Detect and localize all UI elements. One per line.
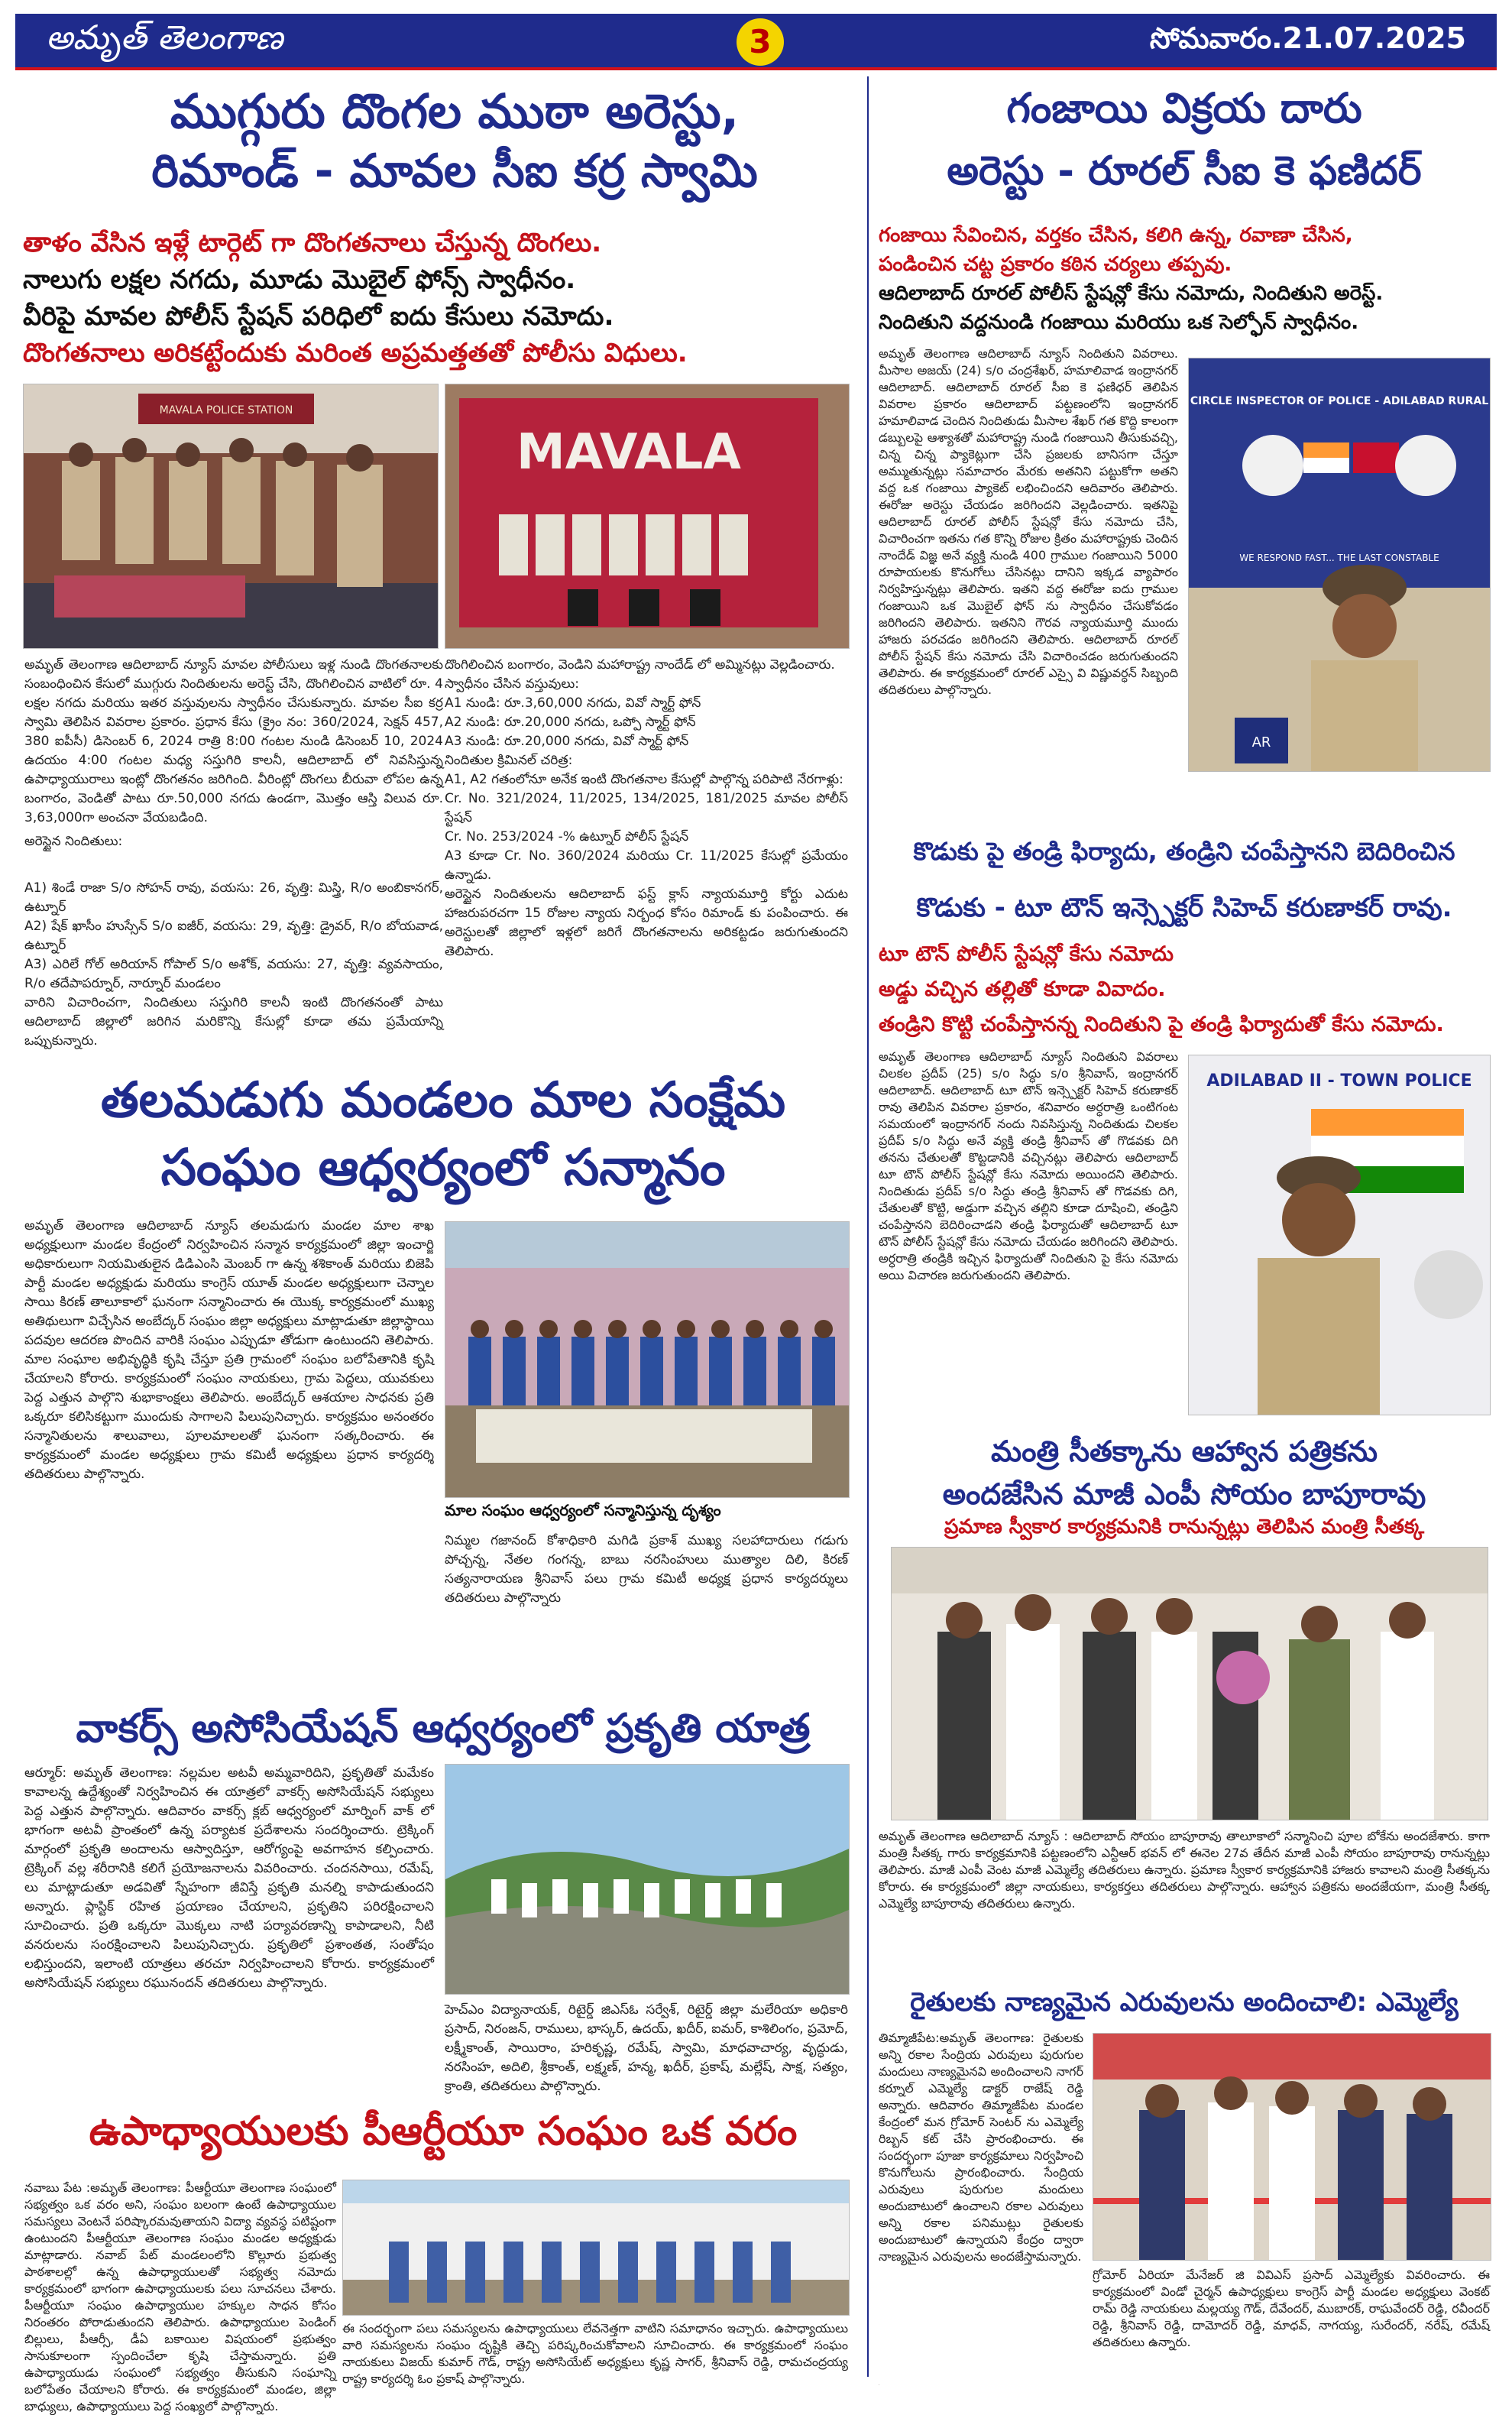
story4-photo-group — [445, 1221, 850, 1498]
story6-photo-meeting — [891, 1547, 1488, 1820]
story3-headline-1: కొడుకు పై తండ్రి ఫిర్యాదు, తండ్రిని చంపేస్తానని బెదిరించిన — [913, 837, 1455, 866]
story3-subhead-1: టూ టౌన్ పోలీస్ స్టేషన్లో కేసు నమోదు — [879, 942, 1174, 966]
story1-seized-3: A3 నుండి: రూ.20,000 నగదు, వివో స్మార్ట్ ఫోన్ — [445, 734, 689, 749]
page-number: 3 — [737, 18, 784, 66]
story1-photo-seized-cash — [445, 384, 850, 649]
story1-accused-heading: అరెస్టైన నిందితులు: — [24, 834, 123, 849]
story1-headline-2: రిమాండ్ - మావల సీఐ కర్ర స్వామి — [151, 144, 758, 198]
story4-headline-1: తలమడుగు మండలం మాల సంక్షేమ — [100, 1072, 786, 1129]
story1-column-1-end: వారిని విచారించగా, నిందితులు సస్తుగిరి కాలనీ ఇంటి దొంగతనంతో పాటు ఆదిలాబాద్ జిల్లాలో జరిగిన మరికొన్ని కేసుల్లో కూడా తమ ప్రమేయాన్ని ఒప్పుకున్నారు. — [24, 995, 443, 1049]
story6-headline-2: అందజేసిన మాజీ ఎంపీ సోయం బాపూరావు — [942, 1477, 1426, 1511]
story1-photo-police-station — [23, 384, 439, 649]
story1-column-2 — [445, 656, 848, 1059]
story5-photo-trek — [445, 1764, 850, 1995]
story2-subhead-3: ఆదిలాబాద్ రూరల్ పోలీస్ స్టేషన్లో కేసు నమోదు, నిందితుని అరెస్ట్. — [879, 282, 1384, 305]
story3-subhead-2: అడ్డు వచ్చిన తల్లితో కూడా వివాదం. — [879, 977, 1166, 1001]
story4-headline-2: సంఘం ఆధ్వర్యంలో సన్మానం — [160, 1138, 726, 1197]
story5-body-2: హెచ్ఎం విద్యానాయక్, రిటైర్డ్ జిఎస్ఓ సర్వేశ్, రిటైర్డ్ జిల్లా మలేరియా అధికారి ప్రసాద్, నిరంజన్, రాములు, భాస్కర్, ఉదయ్, ఖదీర్, ఐమర్, కాశిలింగం, ప్రమోద్, లక్ష్మీకాంత్, సాయిరాం, హరికృష్ణ, రమేష్, స్వామి, మాధవాచార్య, వృద్ధుడు, నరసింహ, అదిలి, శ్రీకాంత్, లక్ష్మణ్, హన్మ, ఖదీర్, ప్రకాష్, మల్లేష్, సాక్ష, సత్యం, క్రాంతి, తదితరులు పాల్గొన్నారు. — [445, 2002, 848, 2094]
story1-case-3: A3 కూడా Cr. No. 360/2024 మరియు Cr. 11/2025 కేసుల్లో ప్రమేయం ఉన్నాడు. — [445, 848, 848, 883]
story1-history-heading: నిందితుల క్రిమినల్ చరిత్ర: — [445, 753, 573, 768]
story6-subhead: ప్రమాణ స్వీకార కార్యక్రమనికి రానున్నట్లు తెలిపిన మంత్రి సీతక్క — [944, 1515, 1425, 1538]
ci-motto: WE RESPOND FAST... THE LAST CONSTABLE — [1239, 553, 1439, 563]
story3-body: అమృత్ తెలంగాణ ఆదిలాబాద్ న్యూస్ నిందితుని వివరాలు చిలకల ప్రదీప్ (25) s/o సిద్ధు s/o శ్రీనివాస్, ఇంద్రానగర్ ఆదిలాబాద్. ఆదిలాబాద్ టూ టౌన్ ఇన్స్పెక్టర్ సిహెచ్ కరుణాకర్ రావు తెలిపిన వివరాల ప్రకారం, శనివారం అర్ధరాత్రి ఒంటిగంట సమయంలో ఇంద్రానగర్ నందు నివసిస్తున్న నిందితుడు చిలకల ప్రదీప్ s/o సిద్ధు అనే వ్యక్తి తండ్రి శ్రీనివాస్ తో గొడవకు దిగి తనను చేతులతో కొట్టడానికి వచ్చినట్లు తెలిపారు ఆదిలాబాద్ టూ టౌన్ పోలీస్ స్టేషన్లో కేసు నమోదు అయిందని తెలిపారు. నిందితుడు ప్రదీప్ s/o సిద్ధు తండ్రి శ్రీనివాస్ తో గొడవకు దిగి, చేతులతో కొట్టి, అడ్డుగా వచ్చిన తల్లిని కూడా దూషించి, తండ్రిని చంపేస్తానని బెదిరించాడని తండ్రి ఫిర్యాదుతో ఆదిలాబాద్ టూ టౌన్ పోలీస్ స్టేషన్లో కేసు నమోదు చేయడం జరిగిందని తెలిపారు. అర్ధరాత్రి తండ్రికి ఇచ్చిన ఫిర్యాదుతో నిందితుని పై కేసు నమోదు అయి విచారణ జరుగుతుందని తెలిపారు. — [879, 1049, 1178, 1282]
story8-headline: రైతులకు నాణ్యమైన ఎరువులను అందించాలి: ఎమ్మెల్యే — [910, 1987, 1459, 2018]
story2-subhead-1: గంజాయి సేవించిన, వర్తకం చేసిన, కలిగి ఉన్న, రవాణా చేసిన, — [879, 224, 1353, 247]
station-sign-text: MAVALA POLICE STATION — [159, 404, 293, 417]
story1-accused-list — [24, 879, 443, 1059]
masthead — [15, 14, 1497, 70]
story1-subhead-4: దొంగతనాలు అరికట్టేందుకు మరింత అప్రమత్తతతో పోలీసు విధులు. — [23, 338, 688, 368]
story4-body-2: నిమ్మల గజానంద్ కోశాధికారి మగిడి ప్రకాశ్ ముఖ్య సలహాదారులు గడుగు పోచ్చన్న, నేతల గంగన్న, బాబు నరసింహులు ముత్యాల దిలి, కిరణ్ సత్యనారాయణ శ్రీనివాస్ పలు గ్రామ కమిటీ అధ్యక్ష ప్రధాన కార్యదర్శులు తదితరులు పాల్గొన్నారు — [445, 1533, 848, 1606]
ci-office-sign: CIRCLE INSPECTOR OF POLICE - ADILABAD RURAL — [1190, 395, 1489, 407]
story1-seized-heading: స్వాధీనం చేసిన వస్తువులు: — [445, 676, 579, 692]
story6-headline-1: మంత్రి సీతక్కాను ఆహ్వాన పత్రికను — [990, 1434, 1378, 1468]
story1-col2-end: అరెస్టైన నిందితులను ఆదిలాబాద్ ఫస్ట్ క్లాస్ న్యాయమూర్తి కోర్టు ఎదుట హాజరుపరచగా 15 రోజుల న్యాయ నిర్బంధ కోసం రిమాండ్ కు పంపించారు. ఈ అరెస్టులతో జిల్లాలో ఇళ్లలో జరిగే దొంగతనాలను అరికట్టడం జరుగుతుందని తెలిపారు. — [445, 887, 848, 959]
story3-subhead-3: తండ్రిని కొట్టి చంపేస్తానన్న నిందితుని పై తండ్రి ఫిర్యాదుతో కేసు నమోదు. — [879, 1013, 1444, 1036]
story2-headline-2: అరెస్టు - రూరల్ సీఐ కె ఫణిదర్ — [947, 148, 1422, 194]
paper-name: అమృత్ తెలంగాణ — [46, 18, 283, 57]
story1-headline-1: ముగ్గురు దొంగల ముఠా అరెస్టు, — [170, 83, 740, 139]
twotown-sign: ADILABAD II - TOWN POLICE — [1206, 1071, 1472, 1091]
story1-subhead-1: తాళం వేసిన ఇళ్లే టార్గెట్ గా దొంగతనాలు చేస్తున్న దొంగలు. — [23, 228, 602, 258]
story1-seized-2: A2 నుండి: రూ.20,000 నగదు, ఒప్పో స్మార్ట్ ఫోన్ — [445, 715, 696, 730]
story5-body: ఆర్మూర్: అమృత్ తెలంగాణ: నల్లమల అటవీ అమ్మవారిదిని, ప్రకృతితో మమేకం కావాలన్న ఉద్దేశ్యంతో నిర్వహించిన ఈ యాత్రలో వాకర్స్ అసోసియేషన్ సభ్యులు పెద్ద ఎత్తున పాల్గొన్నారు. ఆదివారం వాకర్స్ క్లబ్ ఆధ్వర్యంలో మార్నింగ్ వాక్ లో భాగంగా అటవీ ప్రాంతంలో ఉన్న పర్యాటక ప్రదేశాలను సందర్శించారు. ట్రెక్కింగ్ మార్గంలో ప్రకృతి అందాలను ఆస్వాదిస్తూ, ఆరోగ్యంపై అవగాహన కల్పించారు. ట్రెక్కింగ్ వల్ల శరీరానికి కలిగే ప్రయోజనాలను వివరించారు. చందనసాయి, రమేష్, లు మాట్లాడుతూ అడవితో స్నేహంగా జీవిస్తే ప్రకృతి మనల్ని కాపాడుతుందని అన్నారు. ప్లాస్టిక్ రహిత ప్రయాణం చేయాలని, ప్రకృతిని పరిరక్షించాలని సూచించారు. ప్రతి ఒక్కరూ మొక్కలు నాటి పర్యావరణాన్ని కాపాడాలని, నీటి వనరులను సంరక్షించాలని పిలుపునిచ్చారు. ప్రకృతిలో ప్రశాంతత, సంతోషం లభిస్తుందని, ఇలాంటి యాత్రలు తరచూ నిర్వహించాలని కోరారు. కార్యక్రమంలో అసోసియేషన్ సభ్యులు రఘునందన్ తదితరులు పాల్గొన్నారు. — [24, 1765, 434, 1991]
story1-subhead-3: వీరిపై మావల పోలీస్ స్టేషన్ పరిధిలో ఐదు కేసులు నమోదు. — [23, 301, 614, 332]
ci-nameplate: AR — [1251, 734, 1271, 750]
story2-photo-rural-ci — [1188, 358, 1491, 772]
column-divider — [867, 76, 869, 2377]
story2-subhead-2: పండించిన చట్ట ప్రకారం కఠిన చర్యలు తప్పవు. — [879, 253, 1232, 276]
story3-headline-2: కొడుకు - టూ టౌన్ ఇన్స్పెక్టర్ సిహెచ్ కరుణాకర్ రావు. — [916, 893, 1452, 923]
story1-column-1-text: అమృత్ తెలంగాణ ఆదిలాబాద్ న్యూస్ మావల పోలీసులు ఇళ్ల నుండి దొంగతనాలకు సంబంధించిన కేసులో ముగ్గురు నిందితులను అరెస్ట్ చేసి, దొంగిలించిన వాటిలో రూ. 4 లక్షల నగదు మరియు ఇతర వస్తువులను స్వాధీనం చేసుకున్నారు. మావల సీఐ కర్ర స్వామి తెలిపిన వివరాల ప్రకారం. ప్రధాన కేసు (క్రైం నం: 360/2024, సెక్షన్ 457, 380 ఐపీసీ) డిసెంబర్ 6, 2024 రాత్రి 8:00 గంటల నుండి డిసెంబర్ 10, 2024 ఉదయం 4:00 గంటల మధ్య సస్తుగిరి కాలనీ, ఆదిలాబాద్ లో నివసిస్తున్న ఉపాధ్యాయురాలు ఇంట్లో దొంగతనం జరిగింది. వీరింట్లో దొంగలు బీరువా లోపల ఉన్న బంగారం, వెండితో పాటు రూ.50,000 నగదు ఉండగా, మొత్తం ఆస్తి విలువ రూ. 3,63,000గా అంచనా వేయబడింది. — [24, 657, 443, 825]
story2-subhead-4: నిందితుని వద్దనుండి గంజాయి మరియు ఒక సెల్ఫోన్ స్వాధీనం. — [879, 311, 1359, 334]
story8-photo-ribbon-cutting — [1093, 2033, 1491, 2261]
story7-body: నవాబు పేట :అమృత్ తెలంగాణ: పీఆర్టీయూ తెలంగాణ సంఘంలో సభ్యత్వం ఒక వరం అని, సంఘం బలంగా ఉంటే ఉపాధ్యాయుల సమస్యలు వెంటనే పరిష్కారమవుతాయని విద్యా వ్యవస్థ పటిష్టంగా ఉంటుందని పీఆర్టీయూ తెలంగాణ సంఘం మండల అధ్యక్షుడు మాట్లాడారు. నవాబ్ పేట్ మండలంలోని కొల్లూరు ప్రభుత్వ పాఠశాలల్లో ఉన్న ఉపాధ్యాయులతో సభ్యత్వ నమోదు కార్యక్రమంలో భాగంగా ఉపాధ్యాయులకు పలు సూచనలు చేశారు. పీఆర్టీయూ సంఘం ఉపాధ్యాయుల హక్కుల సాధన కోసం నిరంతరం పోరాడుతుందని తెలిపారు. ఉపాధ్యాయుల పెండింగ్ బిల్లులు, పీఆర్సీ, డీఏ బకాయిల విషయంలో ప్రభుత్వం సానుకూలంగా స్పందించేలా కృషి చేస్తామన్నారు. ప్రతి ఉపాధ్యాయుడు సంఘంలో సభ్యత్వం తీసుకుని సంఘాన్ని బలోపేతం చేయాలని కోరారు. ఈ కార్యక్రమంలో మండల, జిల్లా బాధ్యులు, ఉపాధ్యాయులు పెద్ద సంఖ్యలో పాల్గొన్నారు. — [24, 2180, 336, 2413]
story1-accused-3: A3) ఎరిలే గోల్ అరియాన్ గోపాల్ S/o అశోక్, వయసు: 27, వృత్తి: వ్యవసాయం, R/o తదేపాపర్నూర్, నార్నూర్ మండలం — [24, 957, 443, 991]
story1-col2-intro: దొంగిలించిన బంగారం, వెండిని మహారాష్ట్ర నాందేడ్ లో అమ్మినట్లు వెల్లడించారు. — [445, 657, 835, 673]
story2-headline-1: గంజాయి విక్రయ దారు — [1006, 84, 1362, 132]
story1-case-1: Cr. No. 321/2024, 11/2025, 134/2025, 181/2025 మావల పోలీస్ స్టేషన్ — [445, 791, 848, 825]
story1-seized-1: A1 నుండి: రూ.3,60,000 నగదు, వివో స్మార్ట్ ఫోన్ — [445, 695, 701, 711]
story7-photo-teachers — [342, 2180, 850, 2316]
story1-subhead-2: నాలుగు లక్షల నగదు, మూడు మొబైల్ ఫోన్స్ స్వాధీనం. — [23, 264, 576, 295]
story1-accused-2: A2) షేక్ ఖాసీం హుస్సేన్ S/o ఐజీర్, వయసు: 29, వృత్తి: డ్రైవర్, R/o బోయవాడ, ఉట్నూర్ — [24, 919, 443, 953]
story4-caption: మాల సంఘం ఆధ్వర్యంలో సన్మానిస్తున్న దృశ్యం — [445, 1501, 721, 1519]
story6-body: అమృత్ తెలంగాణ ఆదిలాబాద్ న్యూస్ : ఆదిలాబాద్ సోయం బాపూరావు తాలూకాలో సన్మానించి పూల బోకేను అందజేశారు. కాగా మంత్రి సీతక్క గారు కార్యక్రమానికి పట్టణంలోని ఎన్టీఆర్ భవన్ లో ఈనెల 27వ తేదీన మాజీ ఎంపీ సోయం బాపూరావు రానున్నట్లు తెలిపారు. మాజీ ఎంపీ వెంట మాజీ ఎమ్మెల్యే తదితరులు ఉన్నారు. ప్రమాణ స్వీకార కార్యక్రమానికి హాజరు కావాలని మంత్రి సీతక్కను కోరారు. ఈ కార్యక్రమంలో జిల్లా నాయకులు, కార్యకర్తలు తదితరులు పాల్గొన్నారు. ఆహ్వాన పత్రికను అందజేయగా, మంత్రి సీతక్క ఎమ్మెల్యే బాపూరావు తదితరులు ఉన్నారు. — [879, 1829, 1490, 1911]
mavala-cloth-text: MAVALA — [516, 424, 741, 481]
story1-history: A1, A2 గతంలోనూ అనేక ఇంటి దొంగతనాల కేసుల్లో పాల్గొన్న పరిపాటి నేరగాళ్లు: — [445, 772, 843, 787]
story5-headline: వాకర్స్ అసోసియేషన్ ఆధ్వర్యంలో ప్రకృతి యాత్ర — [76, 1706, 811, 1752]
story1-case-2: Cr. No. 253/2024 -% ఉట్నూర్ పోలీస్ స్టేషన్ — [445, 829, 689, 844]
story3-photo-twotown-ci — [1188, 1055, 1491, 1415]
story7-body-2: ఈ సందర్భంగా పలు సమస్యలను ఉపాధ్యాయులు లేవనెత్తగా వాటిని సమాధానం ఇచ్చారు. ఉపాధ్యాయులు వారి సమస్యలను సంఘం దృష్టికి తెచ్చి పరిష్కరించుకోవాలని సూచించారు. ఈ కార్యక్రమంలో సంఘం నాయకులు విజయ్ కుమార్ గౌడ్, రాష్ట్ర అసోసియేట్ అధ్యక్షులు కృష్ణ సాగర్, శ్రీనివాస్ రెడ్డి, రామచంద్రయ్య రాష్ట్ర కార్యదర్శి ఓం ప్రకాష్ పాల్గొన్నారు. — [342, 2321, 848, 2386]
story8-body: తిమ్మాజీపేట:అమృత్ తెలంగాణ: రైతులకు అన్ని రకాల సేంద్రియ ఎరువులు పురుగుల మందులు నాణ్యమైనవి అందించాలని నాగర్ కర్నూల్ ఎమ్మెల్యే డాక్టర్ రాజేష్ రెడ్డి అన్నారు. ఆదివారం తిమ్మాజీపేట మండల కేంద్రంలో మన గ్రోమోర్ సెంటర్ ను ఎమ్మెల్యే రిబ్బన్ కట్ చేసి ప్రారంభించారు. ఈ సందర్భంగా పూజా కార్యక్రమాలు నిర్వహించి కొనుగోలును ప్రారంభించారు. సేంద్రియ ఎరువులు పురుగుల మందులు అందుబాటులో ఉంచాలని రకాల ఎరువులు అన్ని రకాల పనిముట్లు రైతులకు అందుబాటులో ఉన్నాయని కేంద్రం ద్వారా నాణ్యమైన ఎరువులను అందజేస్తామన్నారు. — [879, 2031, 1083, 2264]
story4-body: అమృత్ తెలంగాణ ఆదిలాబాద్ న్యూస్ తలమడుగు మండల మాల శాఖ అధ్యక్షులుగా మండల కేంద్రంలో నిర్వహించిన సన్మాన కార్యక్రమంలో జిల్లా ఇంచార్జి అధికారులుగా నియమితులైన డిడిఎంసి మెంబర్ గా ఉన్న శశికాంత్ మరియు బిజెపి పార్టీ మండల అధ్యక్షుడు మరియు కాంగ్రెస్ యూత్ మండల అధ్యక్షులుగా చెన్నాల సాయి కిరణ్ తాలూకాలో ఘనంగా సన్మానించారు ఈ యొక్క కార్యక్రమంలో ముఖ్య అతిథులుగా విచ్చేసిన అంబేద్కర్ సంఘం జిల్లా అధ్యక్షులు మాట్లాడుతూ జిల్లాస్థాయి పదవుల ఆదరణ పొందిన వారికి సంఘం ఎప్పుడూ తోడుగా ఉంటుందని తెలిపారు. మాల సంఘాల అభివృద్ధికి కృషి చేస్తూ ప్రతి గ్రామంలో సంఘం బలోపేతానికి కృషి చేయాలని కోరారు. కార్యక్రమంలో సంఘం నాయకులు, గ్రామ పెద్దలు, యువకులు పెద్ద ఎత్తున పాల్గొని శుభాకాంక్షలు తెలిపారు. అంబేద్కర్ ఆశయాల సాధనకు ప్రతి ఒక్కరూ కలిసికట్టుగా ముందుకు సాగాలని పిలుపునిచ్చారు. కార్యక్రమం అనంతరం సన్మానితులను శాలువాలు, పూలమాలలతో ఘనంగా సత్కరించారు. ఈ కార్యక్రమంలో మండల అధ్యక్షులు గ్రామ కమిటీ అధ్యక్షులు ప్రధాన కార్యదర్శి తదితరులు పాల్గొన్నారు. — [24, 1218, 434, 1482]
story7-headline: ఉపాధ్యాయులకు పీఆర్టీయూ సంఘం ఒక వరం — [89, 2109, 798, 2154]
story8-body-2: గ్రోమోర్ ఏరియా మేనేజర్ జి వివిఎస్ ప్రసాద్ ఎమ్మెల్యేకు వివరించారు. ఈ కార్యక్రమంలో విండో చైర్మన్ ఉపాధ్యక్షులు కాంగ్రెస్ పార్టీ మండల అధ్యక్షులు వెంకట్ రామ్ రెడ్డి నాయకులు మల్లయ్య గౌడ్, దేవేందర్, ముబారక్, రాఘవేందర్ రెడ్డి, రవీందర్ రెడ్డి, శ్రీనివాస్ రెడ్డి, దామోదర్ రెడ్డి, మాధవ్, నాగయ్య, సురేందర్, నరేష్, రమేష్ తదితరులు ఉన్నారు. — [1093, 2268, 1490, 2349]
story2-body: అమృత్ తెలంగాణ ఆదిలాబాద్ న్యూస్ నిందితుని వివరాలు. మీసాల అజయ్ (24) s/o చంద్రశేఖర్, హమాలివాడ ఇంద్రానగర్ ఆదిలాబాద్. ఆదిలాబాద్ రూరల్ సీఐ కె ఫణిధర్ తెలిపిన వివరాల ప్రకారం ఆదిలాబాద్ పట్టణంలోని ఇంద్రానగర్ హమాలివాడ చెందిన నిందితుడు మీసాల శేఖర్ గత కొద్ది కాలంగా డబ్బులపై ఆశ్యాశతో మహారాష్ట్ర నుండి గంజాయిని తీసుకువచ్చి, చిన్న చిన్న ప్యాకెట్లుగా చేసి ప్రజలకు బానిసగా చేస్తూ అమ్ముతున్నట్లు సమాచారం మేరకు అతనిని పట్టుకోగా అతని వద్ద ఒక గంజాయి ప్యాకెట్ లభించిందని ఆదివారం తెలిపారు. ఈరోజు అరెస్టు చేయడం జరిగిందని వెల్లడించారు. ఇతనిపై ఆదిలాబాద్ రూరల్ పోలీస్ స్టేషన్లో కేసు నమోదు చేసి, విచారించగా ఇతను గత కొన్ని రోజుల క్రితం మహారాష్ట్రకు చెందిన నాందేడ్ విజ్ఞ అనే వ్యక్తి నుండి 400 గ్రాముల గంజాయిని 5000 రూపాయలకు కొనుగోలు చేసినట్లు దానిని ఇక్కడ వ్యాపారం నిర్వహిస్తున్నట్లు తెలిపారు. ఇతని వద్ద ఈరోజు ఐదు గ్రాముల గంజాయిని ఒక మొబైల్ ఫోన్ ను స్వాధీనం చేసుకోవడం జరిగిందని తెలిపారు. ఇతనిని గౌరవ న్యాయమూర్తి ముందు హాజరు పరచడం జరిగిందని తెలిపారు. ఆదిలాబాద్ రూరల్ పోలీస్ స్టేషన్ కేసు నమోదు చేసి విచారించడం జరుగుతుందని తెలిపారు. ఈ కార్యక్రమంలో రూరల్ ఎస్సై వి విష్ణువర్ధన్ సిబ్బంది తదితరులు పాల్గొన్నారు. — [879, 346, 1178, 697]
story1-accused-1: A1) శిండే రాజా S/o సోహన్ రావు, వయసు: 26, వృత్తి: మిస్త్రి, R/o అంబికానగర్, ఉట్నూర్ — [24, 880, 443, 915]
issue-date: సోమవారం.21.07.2025 — [1149, 21, 1466, 55]
